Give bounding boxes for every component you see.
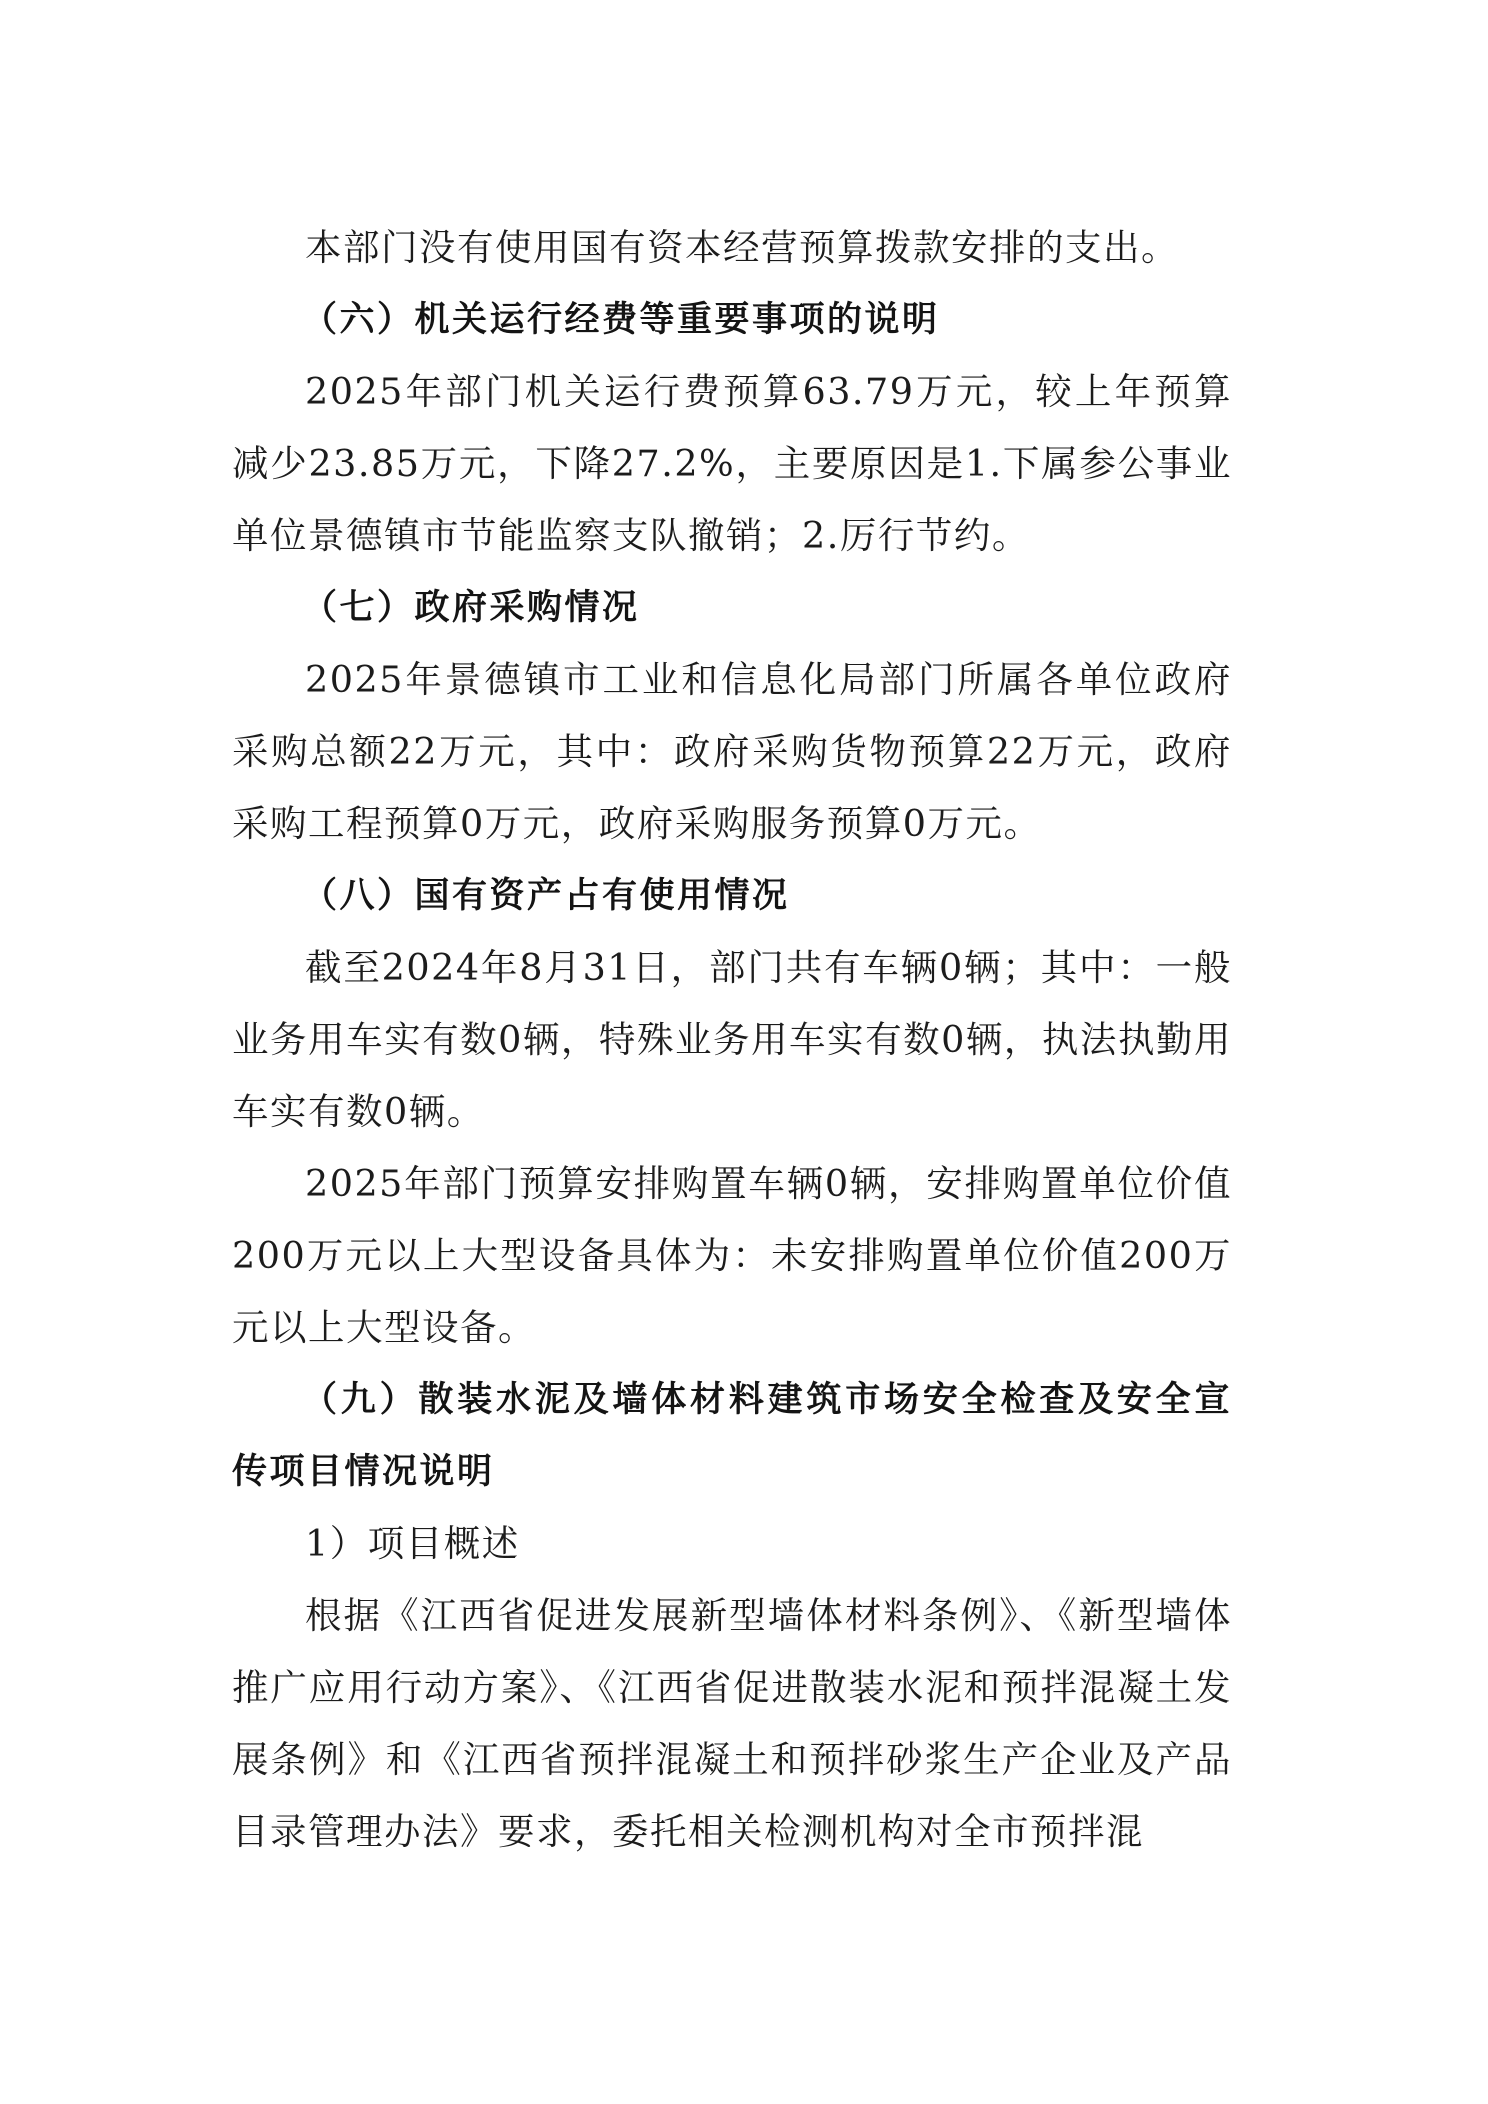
heading-section-9: （九）散装水泥及墙体材料建筑市场安全检查及安全宣传项目情况说明 bbox=[232, 1380, 1232, 1492]
document-body bbox=[232, 212, 1232, 1868]
paragraph-project-overview-label: 1）项目概述 bbox=[305, 1522, 520, 1565]
heading-section-6: （六）机关运行经费等重要事项的说明 bbox=[302, 300, 940, 340]
paragraph-vehicles: 截至2024年8月31日，部门共有车辆0辆；其中：一般业务用车实有数0辆，特殊业务用车实有数0辆，执法执勤用车实有数0辆。 bbox=[232, 946, 1232, 1133]
paragraph-project-basis: 根据《江西省促进发展新型墙体材料条例》、《新型墙体推广应用行动方案》、《江西省促进散装水泥和预拌混凝土发展条例》和《江西省预拌混凝土和预拌砂浆生产企业及产品目录管理办法》要求，委托相关检测机构对全市预拌混 bbox=[232, 1594, 1232, 1853]
heading-section-7: （七）政府采购情况 bbox=[302, 588, 640, 628]
heading-section-8: （八）国有资产占有使用情况 bbox=[302, 876, 790, 916]
paragraph-state-capital-budget: 本部门没有使用国有资本经营预算拨款安排的支出。 bbox=[305, 226, 1179, 269]
paragraph-government-procurement: 2025年景德镇市工业和信息化局部门所属各单位政府采购总额22万元，其中：政府采购货物预算22万元，政府采购工程预算0万元，政府采购服务预算0万元。 bbox=[232, 658, 1232, 845]
paragraph-operating-expenses: 2025年部门机关运行费预算63.79万元，较上年预算减少23.85万元，下降27.2%，主要原因是1.下属参公事业单位景德镇市节能监察支队撤销；2.厉行节约。 bbox=[232, 370, 1232, 557]
paragraph-purchase-plan: 2025年部门预算安排购置车辆0辆，安排购置单位价值200万元以上大型设备具体为：未安排购置单位价值200万元以上大型设备。 bbox=[232, 1162, 1232, 1349]
